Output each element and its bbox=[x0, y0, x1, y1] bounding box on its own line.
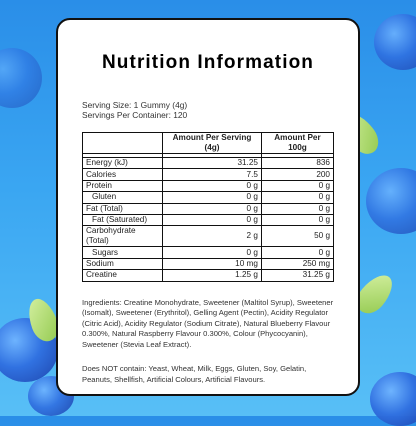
table-header-label bbox=[83, 133, 163, 154]
nutrient-name: Sugars bbox=[83, 247, 163, 258]
table-header-per-100g: Amount Per 100g bbox=[261, 133, 333, 154]
nutrient-name: Carbohydrate (Total) bbox=[83, 226, 163, 247]
nutrient-name: Fat (Total) bbox=[83, 203, 163, 214]
serving-size: Serving Size: 1 Gummy (4g) bbox=[82, 100, 188, 110]
per-100g-value: 250 mg bbox=[261, 258, 333, 269]
per-serving-value: 0 g bbox=[163, 192, 262, 203]
blueberry-image bbox=[374, 14, 416, 70]
per-serving-value: 1.25 g bbox=[163, 270, 262, 281]
per-serving-value: 0 g bbox=[163, 214, 262, 225]
nutrition-table bbox=[82, 132, 334, 282]
per-100g-value: 0 g bbox=[261, 214, 333, 225]
serving-info bbox=[82, 100, 334, 120]
nutrient-name: Sodium bbox=[83, 258, 163, 269]
per-100g-value: 0 g bbox=[261, 203, 333, 214]
blueberry-image bbox=[370, 372, 416, 426]
per-100g-value: 0 g bbox=[261, 192, 333, 203]
per-serving-value: 10 mg bbox=[163, 258, 262, 269]
table-row bbox=[83, 226, 334, 247]
table-row bbox=[83, 247, 334, 258]
per-serving-value: 2 g bbox=[163, 226, 262, 247]
per-100g-value: 0 g bbox=[261, 180, 333, 191]
table-row bbox=[83, 158, 334, 169]
table-row bbox=[83, 203, 334, 214]
per-serving-value: 0 g bbox=[163, 180, 262, 191]
per-100g-value: 0 g bbox=[261, 247, 333, 258]
blueberry-image bbox=[0, 48, 42, 108]
nutrient-name: Fat (Saturated) bbox=[83, 214, 163, 225]
nutrient-name: Energy (kJ) bbox=[83, 158, 163, 169]
table-row bbox=[83, 180, 334, 191]
blueberry-image bbox=[366, 168, 416, 234]
nutrient-name: Gluten bbox=[83, 192, 163, 203]
table-row bbox=[83, 258, 334, 269]
nutrient-name: Creatine bbox=[83, 270, 163, 281]
per-serving-value: 0 g bbox=[163, 247, 262, 258]
nutrient-name: Protein bbox=[83, 180, 163, 191]
per-serving-value: 7.5 bbox=[163, 169, 262, 180]
table-header-row bbox=[83, 133, 334, 154]
per-100g-value: 836 bbox=[261, 158, 333, 169]
per-100g-value: 200 bbox=[261, 169, 333, 180]
nutrient-name: Calories bbox=[83, 169, 163, 180]
table-row bbox=[83, 214, 334, 225]
nutrition-panel bbox=[56, 18, 360, 396]
table-row bbox=[83, 169, 334, 180]
table-row bbox=[83, 270, 334, 281]
per-serving-value: 31.25 bbox=[163, 158, 262, 169]
ingredients-text: Ingredients: Creatine Monohydrate, Sweetener (Maltitol Syrup), Sweetener (Isomalt), Sweetener (Erythritol), Gelling Agent (Pectin), Acidity Regulator (Citric Acid), Acidity Regulator (Sodium Citrate), Natural Blueberry Flavour 0.300%, Natural Raspberry Flavour 0.300%, Colour (Phycocyanin), Sweetener (Stevia Leaf Extract). bbox=[82, 297, 334, 349]
panel-title: Nutrition Information bbox=[101, 52, 314, 73]
per-serving-value: 0 g bbox=[163, 203, 262, 214]
allergen-statement: Does NOT contain: Yeast, Wheat, Milk, Eggs, Gluten, Soy, Gelatin, Peanuts, Shellfish, Artificial Colours, Artificial Flavours. bbox=[82, 364, 307, 385]
per-100g-value: 50 g bbox=[261, 226, 333, 247]
table-header-per-serving: Amount Per Serving (4g) bbox=[163, 133, 262, 154]
servings-per-container: Servings Per Container: 120 bbox=[82, 110, 188, 120]
per-100g-value: 31.25 g bbox=[261, 270, 333, 281]
table-row bbox=[83, 192, 334, 203]
